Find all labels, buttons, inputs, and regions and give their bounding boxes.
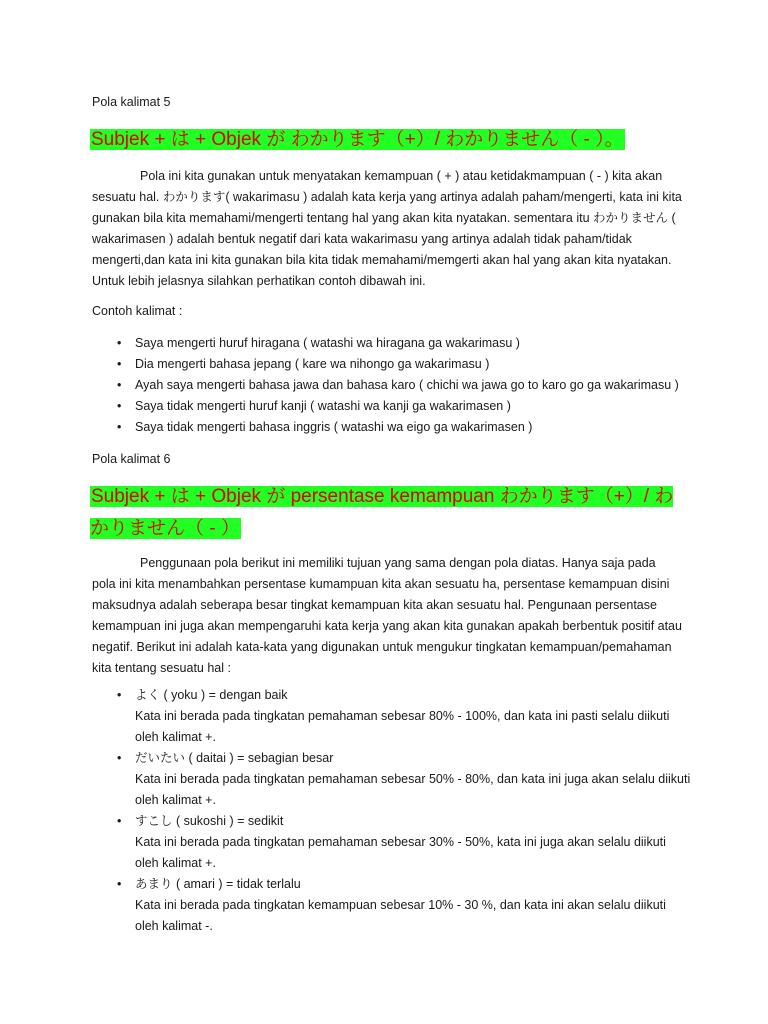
paragraph-text: Pola ini kita gunakan untuk menyatakan kemampuan ( + ) atau ketidakmampuan ( - ) kita akan sesuatu hal. わかります( wakarimasu ) adalah kata kerja yang artinya adalah paham/mengerti, kata ini kita gunakan bila kita memahami/mengerti tentang hal yang akan kita nyatakan. sementara itu わかりません ( wakarimasen ) adalah bentuk negatif dari kata wakarimasu yang artinya adalah tidak paham/tidak mengerti,dan kata ini kita gunakan bila kita tidak memahami/memgerti akan hal yang akan kita nyatakan. Untuk lebih jelasnya silahkan perhatikan contoh dibawah ini. — [92, 169, 682, 288]
examples-list — [92, 333, 692, 438]
section-5-heading — [90, 124, 680, 156]
list-item — [92, 685, 692, 748]
level-term: • よく ( yoku ) = dengan baik — [135, 688, 288, 702]
list-item — [92, 811, 692, 874]
level-description: Kata ini berada pada tingkatan kemampuan sebesar 10% - 30 %, dan kata ini akan selalu diikuti oleh kalimat -. — [135, 898, 666, 933]
paragraph-text: Penggunaan pola berikut ini memiliki tujuan yang sama dengan pola diatas. Hanya saja pada pola ini kita menambahkan persentase kumampuan kita akan sesuatu ha, persentase kemampuan disini maksudnya adalah seberapa besar tingkat kemampuan kita akan sesuatu hal. Pengunaan persentase kemampuan ini juga akan mempengaruhi kata kerja yang akan kita gunakan apakah berbentuk positif atau negatif. Berikut ini adalah kata-kata yang digunakan untuk mengukur tingkatan kemampuan/pemahaman kita tentang sesuatu hal : — [92, 556, 682, 675]
section-6-paragraph — [92, 553, 682, 679]
heading-text: Subjek + は + Objek が わかります（+）/ わかりません（ - ）。 — [91, 129, 624, 150]
level-term: • あまり ( amari ) = tidak terlalu — [135, 877, 301, 891]
list-item: • Ayah saya mengerti bahasa jawa dan bahasa karo ( chichi wa jawa go to karo go ga wakarimasu ) — [92, 375, 692, 396]
list-item — [92, 874, 692, 937]
level-description: Kata ini berada pada tingkatan pemahaman sebesar 50% - 80%, dan kata ini juga akan selalu diikuti oleh kalimat +. — [135, 772, 691, 807]
level-term: • すこし ( sukoshi ) = sedikit — [135, 814, 284, 828]
section-5-paragraph — [92, 166, 682, 292]
level-description: Kata ini berada pada tingkatan pemahaman sebesar 30% - 50%, kata ini juga akan selalu diikuti oleh kalimat +. — [135, 835, 666, 870]
heading-text: Subjek + は + Objek が persentase kemampuan わかります（+）/ わかりません（ - ） — [90, 486, 674, 539]
section-6-heading — [90, 481, 680, 545]
list-item: • Saya tidak mengerti bahasa inggris ( watashi wa eigo ga wakarimasen ) — [92, 417, 692, 438]
list-item: • Saya tidak mengerti huruf kanji ( watashi wa kanji ga wakarimasen ) — [92, 396, 692, 417]
list-item — [92, 748, 692, 811]
level-term: • だいたい ( daitai ) = sebagian besar — [135, 751, 334, 765]
levels-list — [92, 685, 692, 937]
section-5-title: Pola kalimat 5 — [92, 95, 171, 109]
section-6-title: Pola kalimat 6 — [92, 452, 171, 466]
level-description: Kata ini berada pada tingkatan pemahaman sebesar 80% - 100%, dan kata ini pasti selalu diikuti oleh kalimat +. — [135, 709, 670, 744]
list-item: • Dia mengerti bahasa jepang ( kare wa nihongo ga wakarimasu ) — [92, 354, 692, 375]
examples-label: Contoh kalimat : — [92, 304, 183, 318]
list-item: • Saya mengerti huruf hiragana ( watashi wa hiragana ga wakarimasu ) — [92, 333, 692, 354]
